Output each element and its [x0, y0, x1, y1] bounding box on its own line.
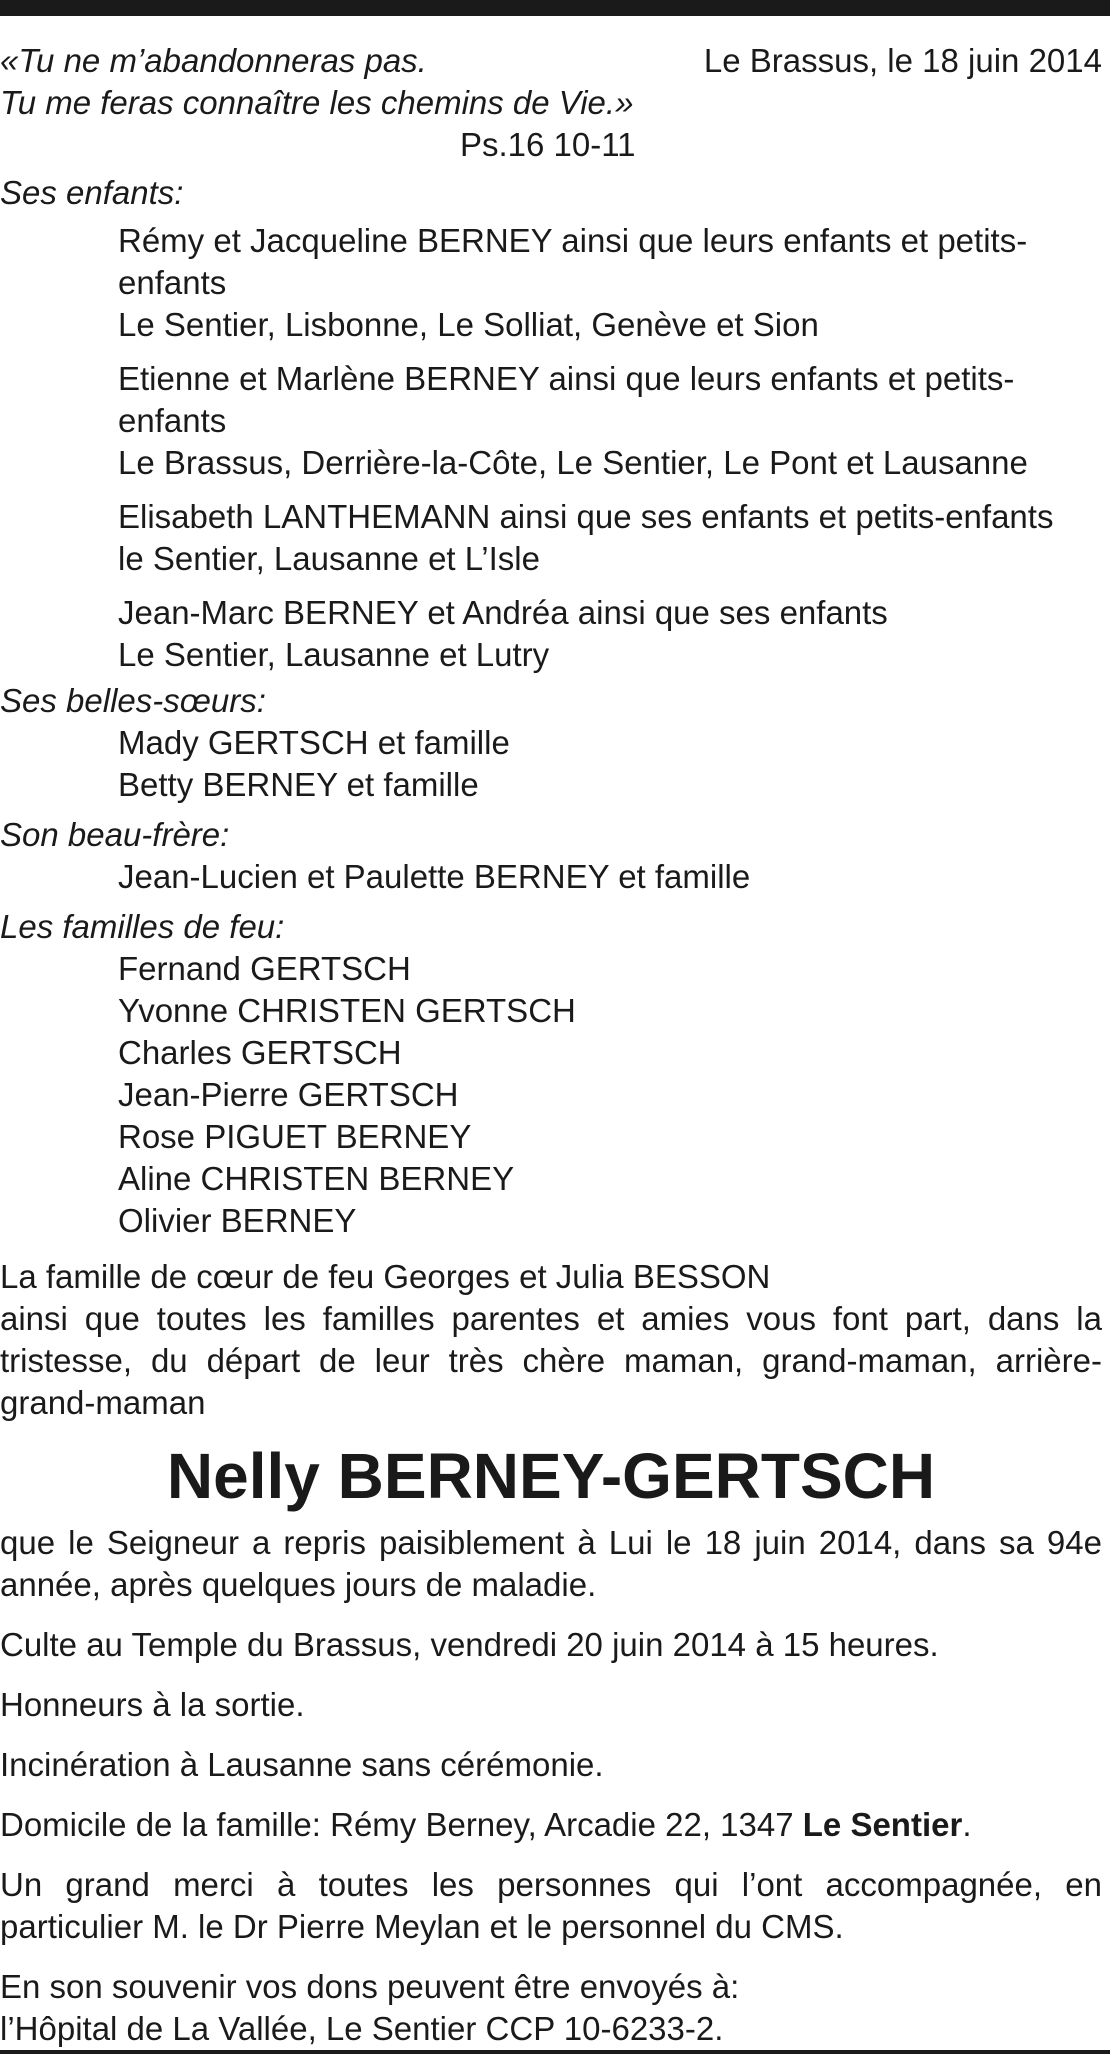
- child-locations: le Sentier, Lausanne et L’Isle: [118, 540, 540, 577]
- quote-line: «Tu ne m’abandonneras pas.: [0, 42, 427, 79]
- child-locations: Le Sentier, Lisbonne, Le Solliat, Genève et Sion: [118, 306, 819, 343]
- list-item: Charles GERTSCH: [118, 1034, 402, 1071]
- deceased-name: Nelly BERNEY-GERTSCH: [166, 1440, 936, 1512]
- announcement: [0, 1256, 1102, 1424]
- list-item: Olivier BERNEY: [118, 1202, 357, 1239]
- list-item: Jean-Lucien et Paulette BERNEY et famille: [118, 858, 751, 895]
- late-families-list: [0, 948, 1102, 1242]
- cremation-text: Incinération à Lausanne sans cérémonie.: [0, 1746, 604, 1783]
- brother-in-law-list: [0, 856, 1102, 898]
- obituary-notice: [0, 40, 1102, 2050]
- children-list: [0, 220, 1102, 676]
- donation-line: l’Hôpital de La Vallée, Le Sentier CCP 10-6233-2.: [0, 2010, 724, 2047]
- sisters-in-law-list: [0, 722, 1102, 806]
- quote-line: Tu me feras connaître les chemins de Vie.»: [0, 84, 634, 121]
- child-family: [118, 496, 1102, 580]
- announcement-line: La famille de cœur de feu Georges et Julia BESSON: [0, 1258, 771, 1295]
- domicile-text: [0, 1804, 1102, 1846]
- child-family: [118, 358, 1102, 484]
- donation-text: [0, 1966, 1102, 2050]
- notice-details: [0, 1522, 1102, 2050]
- list-item: Jean-Pierre GERTSCH: [118, 1076, 459, 1113]
- bottom-border-rule: [0, 2050, 1110, 2054]
- sisters-in-law-heading: Ses belles-sœurs:: [0, 682, 266, 719]
- domicile-address: Domicile de la famille: Rémy Berney, Arcadie 22, 1347: [0, 1806, 803, 1843]
- child-names: Etienne et Marlène BERNEY ainsi que leurs enfants et petits-enfants: [118, 360, 1015, 439]
- service-text: Culte au Temple du Brassus, vendredi 20 juin 2014 à 15 heures.: [0, 1626, 939, 1663]
- child-names: Elisabeth LANTHEMANN ainsi que ses enfants et petits-enfants: [118, 498, 1054, 535]
- list-item: Mady GERTSCH et famille: [118, 724, 510, 761]
- notice-header: [0, 40, 1102, 166]
- list-item: Aline CHRISTEN BERNEY: [118, 1160, 515, 1197]
- donation-line: En son souvenir vos dons peuvent être envoyés à:: [0, 1968, 740, 2005]
- child-names: Rémy et Jacqueline BERNEY ainsi que leurs enfants et petits-enfants: [118, 222, 1028, 301]
- late-families-heading: Les familles de feu:: [0, 908, 285, 945]
- child-family: [118, 592, 1102, 676]
- passing-text: que le Seigneur a repris paisiblement à Lui le 18 juin 2014, dans sa 94e année, après quelques jours de maladie.: [0, 1524, 1102, 1603]
- thanks-text: Un grand merci à toutes les personnes qui l’ont accompagnée, en particulier M. le Dr Pierre Meylan et le personnel du CMS.: [0, 1866, 1102, 1945]
- quote-reference: Ps.16 10-11: [460, 126, 636, 163]
- child-locations: Le Brassus, Derrière-la-Côte, Le Sentier, Le Pont et Lausanne: [118, 444, 1028, 481]
- child-family: [118, 220, 1102, 346]
- brother-in-law-heading: Son beau-frère:: [0, 816, 230, 853]
- domicile-place: Le Sentier: [802, 1806, 963, 1843]
- announcement-text: ainsi que toutes les familles parentes et amies vous font part, dans la tristesse, du départ de leur très chère maman, grand-maman, arrière-grand-maman: [0, 1300, 1102, 1421]
- bible-quote: [0, 40, 633, 124]
- top-border-bar: [0, 0, 1110, 16]
- children-heading: Ses enfants:: [0, 174, 184, 211]
- list-item: Betty BERNEY et famille: [118, 766, 479, 803]
- place-and-date: Le Brassus, le 18 juin 2014: [703, 42, 1102, 79]
- list-item: Fernand GERTSCH: [118, 950, 411, 987]
- list-item: Yvonne CHRISTEN GERTSCH: [118, 992, 576, 1029]
- child-locations: Le Sentier, Lausanne et Lutry: [118, 636, 550, 673]
- child-names: Jean-Marc BERNEY et Andréa ainsi que ses enfants: [118, 594, 888, 631]
- honors-text: Honneurs à la sortie.: [0, 1686, 305, 1723]
- list-item: Rose PIGUET BERNEY: [118, 1118, 472, 1155]
- domicile-period: .: [962, 1806, 972, 1843]
